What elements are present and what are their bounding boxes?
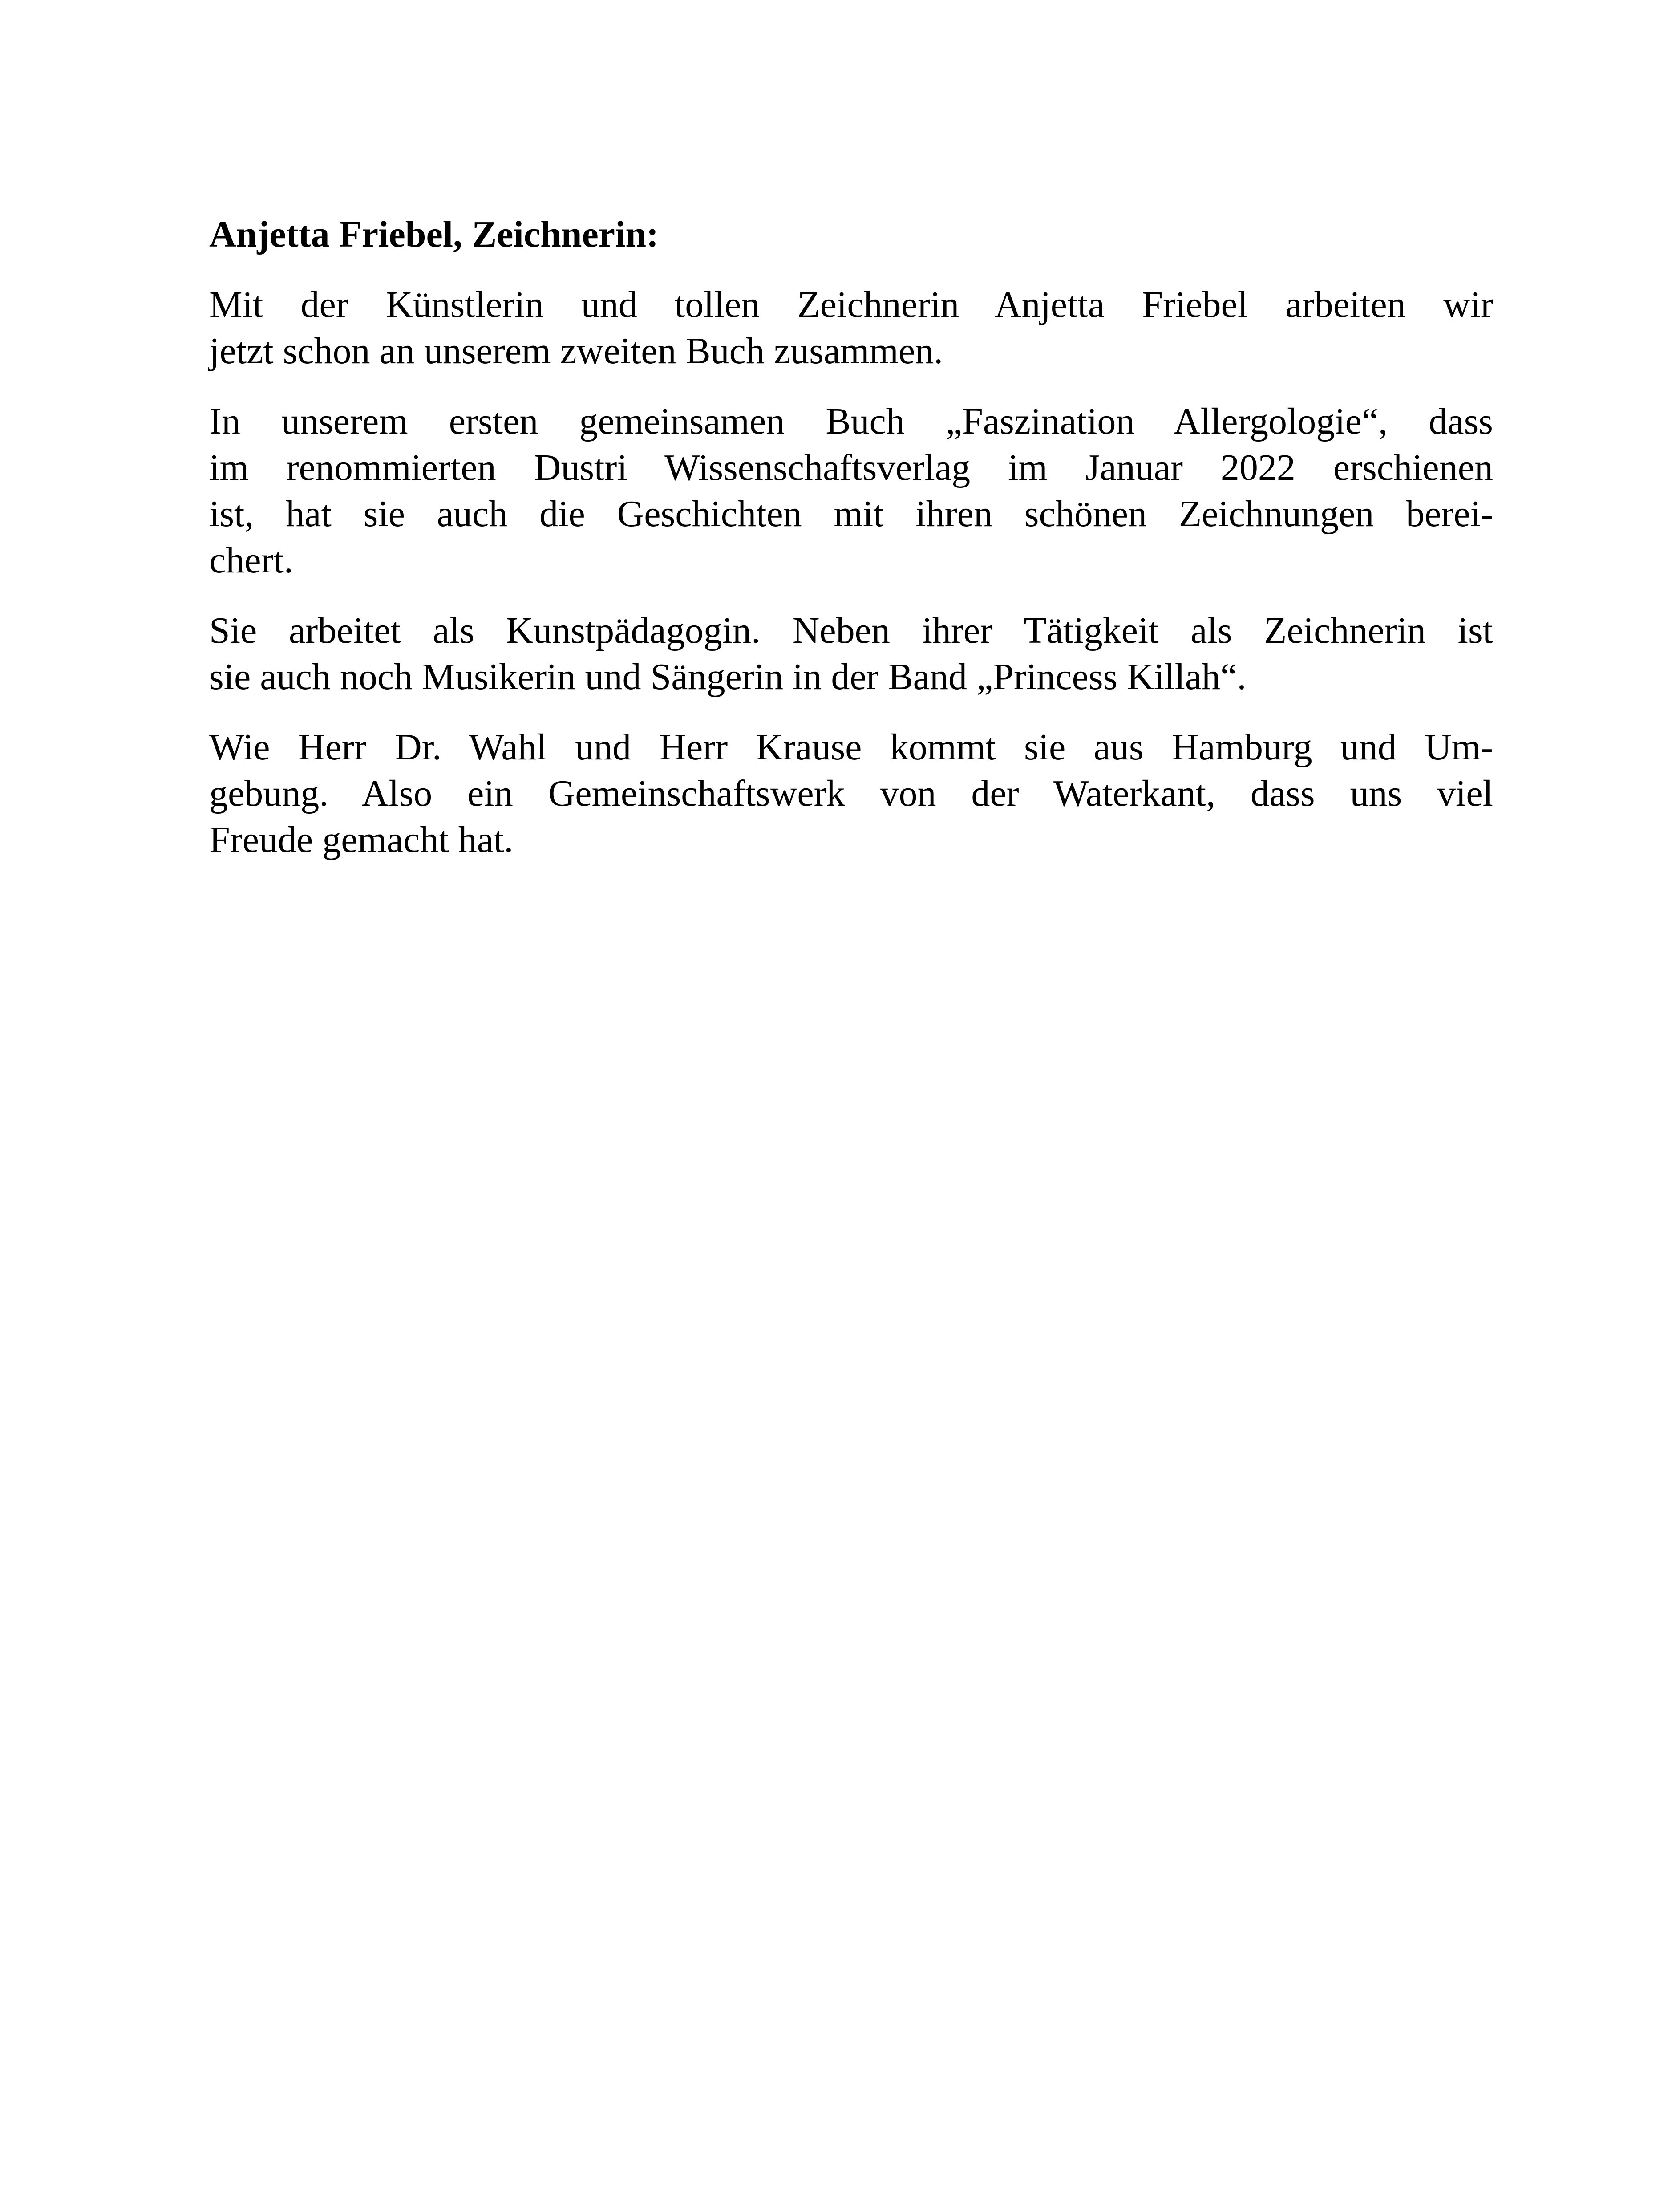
paragraph-1	[209, 282, 1493, 374]
section-heading: Anjetta Friebel, Zeichnerin:	[209, 214, 659, 255]
paragraph-line: Wie Herr Dr. Wahl und Herr Krause kommt sie aus Hamburg und Um-	[209, 726, 1493, 768]
paragraph-line: chert.	[209, 540, 293, 581]
text-block	[209, 211, 1493, 887]
paragraph-line: In unserem ersten gemeinsamen Buch „Faszination Allergologie“, dass	[209, 401, 1493, 442]
paragraph-3	[209, 608, 1493, 700]
paragraph-line: im renommierten Dustri Wissenschaftsverlag im Januar 2022 erschienen	[209, 447, 1493, 488]
paragraph-line: ist, hat sie auch die Geschichten mit ihren schönen Zeichnungen berei-	[209, 493, 1493, 535]
paragraph-line: jetzt schon an unserem zweiten Buch zusammen.	[209, 330, 943, 372]
paragraph-line: Freude gemacht hat.	[209, 819, 514, 860]
paragraph-4	[209, 724, 1493, 863]
paragraph-line: gebung. Also ein Gemeinschaftswerk von der Waterkant, dass uns viel	[209, 773, 1493, 814]
paragraph-2	[209, 398, 1493, 584]
paragraph-line: Sie arbeitet als Kunstpädagogin. Neben ihrer Tätigkeit als Zeichnerin ist	[209, 610, 1493, 651]
paragraph-line: Mit der Künstlerin und tollen Zeichnerin Anjetta Friebel arbeiten wir	[209, 284, 1493, 325]
paragraph-line: sie auch noch Musikerin und Sängerin in der Band „Princess Killah“.	[209, 656, 1247, 698]
